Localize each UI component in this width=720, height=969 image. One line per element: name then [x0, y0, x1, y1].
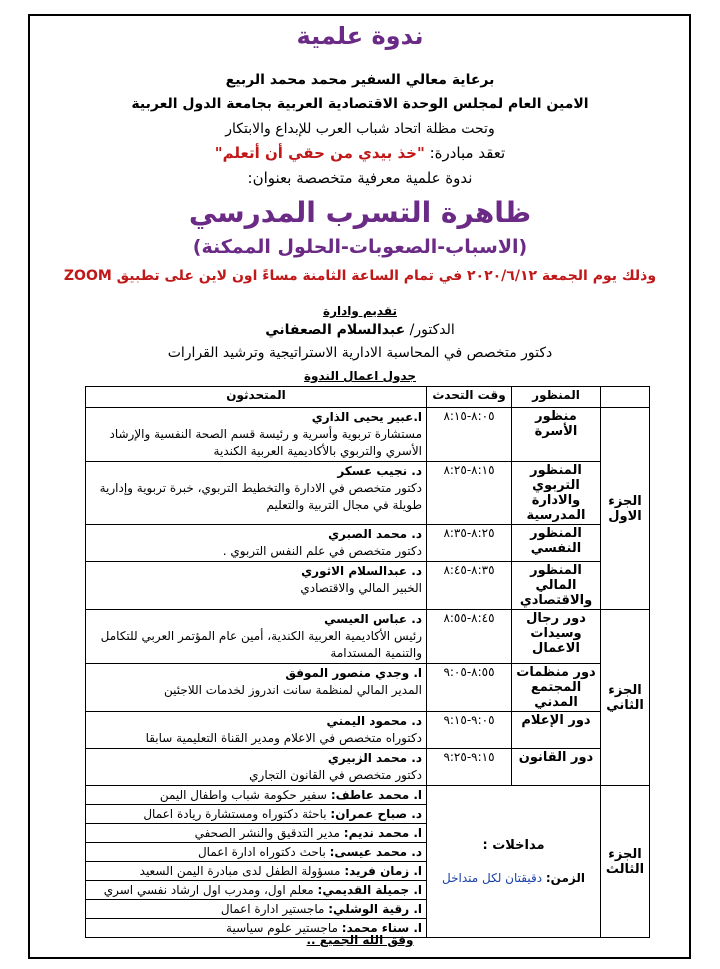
- intervener-desc: ماجستير علوم سياسية: [226, 921, 338, 935]
- speaker-desc: دكتور متخصص في علم النفس التربوي .: [222, 544, 422, 558]
- speaker-name: د. محمد الزبيري: [327, 751, 422, 765]
- presentation-label: تقديم وادارة: [322, 304, 397, 318]
- part-one: الجزء الاول: [601, 408, 650, 610]
- intervener-name: د. محمد عيسى:: [329, 845, 422, 859]
- interventions-label: مداخلات :: [482, 838, 545, 853]
- patron-title: الامين العام لمجلس الوحدة الاقتصادية العربية بجامعة الدول العربية: [131, 96, 589, 112]
- header-perspective: المنظور: [512, 387, 601, 408]
- header-speakers: المتحدثون: [86, 387, 427, 408]
- table-title: جدول اعمال الندوة: [303, 369, 417, 383]
- intervener-desc: باحث دكتوراه ادارة اعمال: [197, 845, 326, 859]
- speaker-desc: المدير المالي لمنظمة سانت اندروز لخدمات اللاجئين: [164, 683, 422, 697]
- speaker-desc: الخبير المالي والاقتصادي: [300, 581, 422, 595]
- table-row: [86, 749, 650, 786]
- speaker-name: ا.عبير يحيى الذاري: [311, 410, 422, 424]
- row-perspective: المنظور النفسي: [512, 525, 601, 562]
- initiative-prefix: تعقد مبادرة:: [429, 144, 506, 162]
- table-row: [86, 610, 650, 664]
- table-row: [86, 712, 650, 749]
- row-speaker: [86, 525, 427, 562]
- list-item: [86, 842, 426, 861]
- initiative-line: [0, 144, 720, 162]
- row-speaker: [86, 712, 427, 749]
- part-three: الجزء الثالث: [601, 786, 650, 938]
- footer-text: وفق الله الجميع ..: [306, 933, 414, 947]
- intervener-desc: مسؤولة الطفل لدى مبادرة اليمن السعيد: [139, 864, 341, 878]
- row-time: ٩:٠٥-٩:١٥: [427, 712, 512, 749]
- initiative-name: "خذ بيدي من حقي أن أتعلم": [214, 144, 425, 162]
- row-time: ٨:٤٥-٨:٥٥: [427, 610, 512, 664]
- intervener-name: ا. سناء محمد:: [341, 921, 422, 935]
- row-time: ٨:٢٥-٨:٣٥: [427, 525, 512, 562]
- subtitle: (الاسباب-الصعوبات-الحلول الممكنة): [192, 236, 528, 258]
- row-speaker: [86, 562, 427, 610]
- table-header-row: [86, 387, 650, 408]
- part-header: [601, 387, 650, 408]
- table-row: [86, 525, 650, 562]
- speaker-desc: دكتوراه متخصص في الاعلام ومدير القناة التعليمية سابقا: [145, 731, 422, 745]
- speaker-name: د. عباس العيسي: [324, 612, 422, 626]
- part-two: الجزء الثاني: [601, 610, 650, 786]
- patron-line: برعاية معالي السفير محمد محمد الربيع: [225, 72, 495, 88]
- row-time: ٨:١٥-٨:٢٥: [427, 462, 512, 525]
- header-time: وقت التحدث: [427, 387, 512, 408]
- row-time: ٩:١٥-٩:٢٥: [427, 749, 512, 786]
- intervener-desc: مدير التدقيق والنشر الصحفي: [194, 826, 340, 840]
- intervention-time: [442, 871, 585, 885]
- list-item: [86, 899, 426, 918]
- presenter-desc: دكتور متخصص في المحاسبة الادارية الاستراتيجية وترشيد القرارات: [167, 345, 553, 361]
- row-speaker: [86, 610, 427, 664]
- presenter-name: عبدالسلام الصعفاني: [265, 322, 406, 338]
- intervener-desc: ماجستير ادارة اعمال: [220, 902, 325, 916]
- main-title: ظاهرة التسرب المدرسي: [188, 196, 532, 229]
- intervener-name: ا. محمد نديم:: [343, 826, 422, 840]
- row-time: ٨:٣٥-٨:٤٥: [427, 562, 512, 610]
- row-perspective: المنظور المالي والاقتصادي: [512, 562, 601, 610]
- list-item: [86, 861, 426, 880]
- row-speaker: [86, 664, 427, 712]
- document-title: ندوة علمية: [296, 22, 424, 50]
- intervener-name: ا. محمد عاطف:: [330, 788, 422, 802]
- agenda-table: [85, 386, 650, 938]
- row-speaker: [86, 408, 427, 462]
- row-time: ٨:٥٥-٩:٠٥: [427, 664, 512, 712]
- speaker-name: د. محمود اليمني: [326, 714, 422, 728]
- speaker-name: د. نجيب عسكر: [337, 464, 422, 478]
- row-speaker: [86, 749, 427, 786]
- seminar-intro: ندوة علمية معرفية متخصصة بعنوان:: [247, 169, 473, 187]
- interventions-info: [427, 786, 601, 938]
- speaker-name: ا. وجدي منصور الموفق: [285, 666, 422, 680]
- list-item: [86, 804, 426, 823]
- speaker-name: د. عبدالسلام الاثوري: [301, 564, 422, 578]
- presenter-line: [0, 322, 720, 338]
- row-speaker: [86, 462, 427, 525]
- row-perspective: دور منظمات المجتمع المدني: [512, 664, 601, 712]
- speaker-desc: دكتور متخصص في الادارة والتخطيط التربوي، خبرة تربوية وإدارية طويلة في مجال التربية والتعليم: [99, 481, 422, 512]
- date-line: وذلك يوم الجمعة ٢٠٢٠/٦/١٢ في تمام الساعة الثامنة مساءً اون لاين على تطبيق ZOOM: [63, 268, 657, 284]
- interventions-list: [86, 786, 427, 938]
- table-row: [86, 408, 650, 462]
- time-value: دقيقتان لكل متداخل: [441, 871, 543, 885]
- speaker-desc: دكتور متخصص في القانون التجاري: [249, 768, 422, 782]
- speaker-name: د. محمد الصبري: [328, 527, 422, 541]
- table-row: [86, 664, 650, 712]
- intervener-name: ا. رقية الوشلي:: [328, 902, 422, 916]
- list-item: [86, 823, 426, 842]
- interventions-row: [86, 786, 650, 938]
- umbrella-line: وتحت مظلة اتحاد شباب العرب للإبداع والابتكار: [225, 121, 495, 137]
- presenter-prefix: الدكتور/: [409, 322, 455, 338]
- table-row: [86, 562, 650, 610]
- intervener-desc: باحثة دكتوراه ومستشارة ريادة اعمال: [143, 807, 327, 821]
- speaker-desc: مستشارة تربوية وأسرية و رئيسة قسم الصحة النفسية والإرشاد الأسري والتربوي بالأكاديمية العربية الكندية: [109, 427, 422, 458]
- intervener-desc: سفير حكومة شباب واطفال اليمن: [159, 788, 327, 802]
- row-perspective: دور القانون: [512, 749, 601, 786]
- list-item: [86, 880, 426, 899]
- row-perspective: المنظور التربوي والادارة المدرسية: [512, 462, 601, 525]
- table-row: [86, 462, 650, 525]
- time-label: الزمن:: [545, 871, 585, 885]
- row-perspective: منظور الأسرة: [512, 408, 601, 462]
- row-time: ٨:٠٥-٨:١٥: [427, 408, 512, 462]
- row-perspective: دور الإعلام: [512, 712, 601, 749]
- intervener-desc: معلم اول، ومدرب اول ارشاد نفسي اسري: [103, 883, 314, 897]
- intervener-name: ا. زمان فريد:: [344, 864, 422, 878]
- intervener-name: د. صباح عمران:: [330, 807, 422, 821]
- list-item: [86, 786, 426, 804]
- row-perspective: دور رجال وسيدات الاعمال: [512, 610, 601, 664]
- speaker-desc: رئيس الأكاديمية العربية الكندية، أمين عام المؤتمر العربي للتكامل والتنمية المستدامة: [100, 629, 422, 660]
- intervener-name: ا. جميلة القديمي:: [317, 883, 422, 897]
